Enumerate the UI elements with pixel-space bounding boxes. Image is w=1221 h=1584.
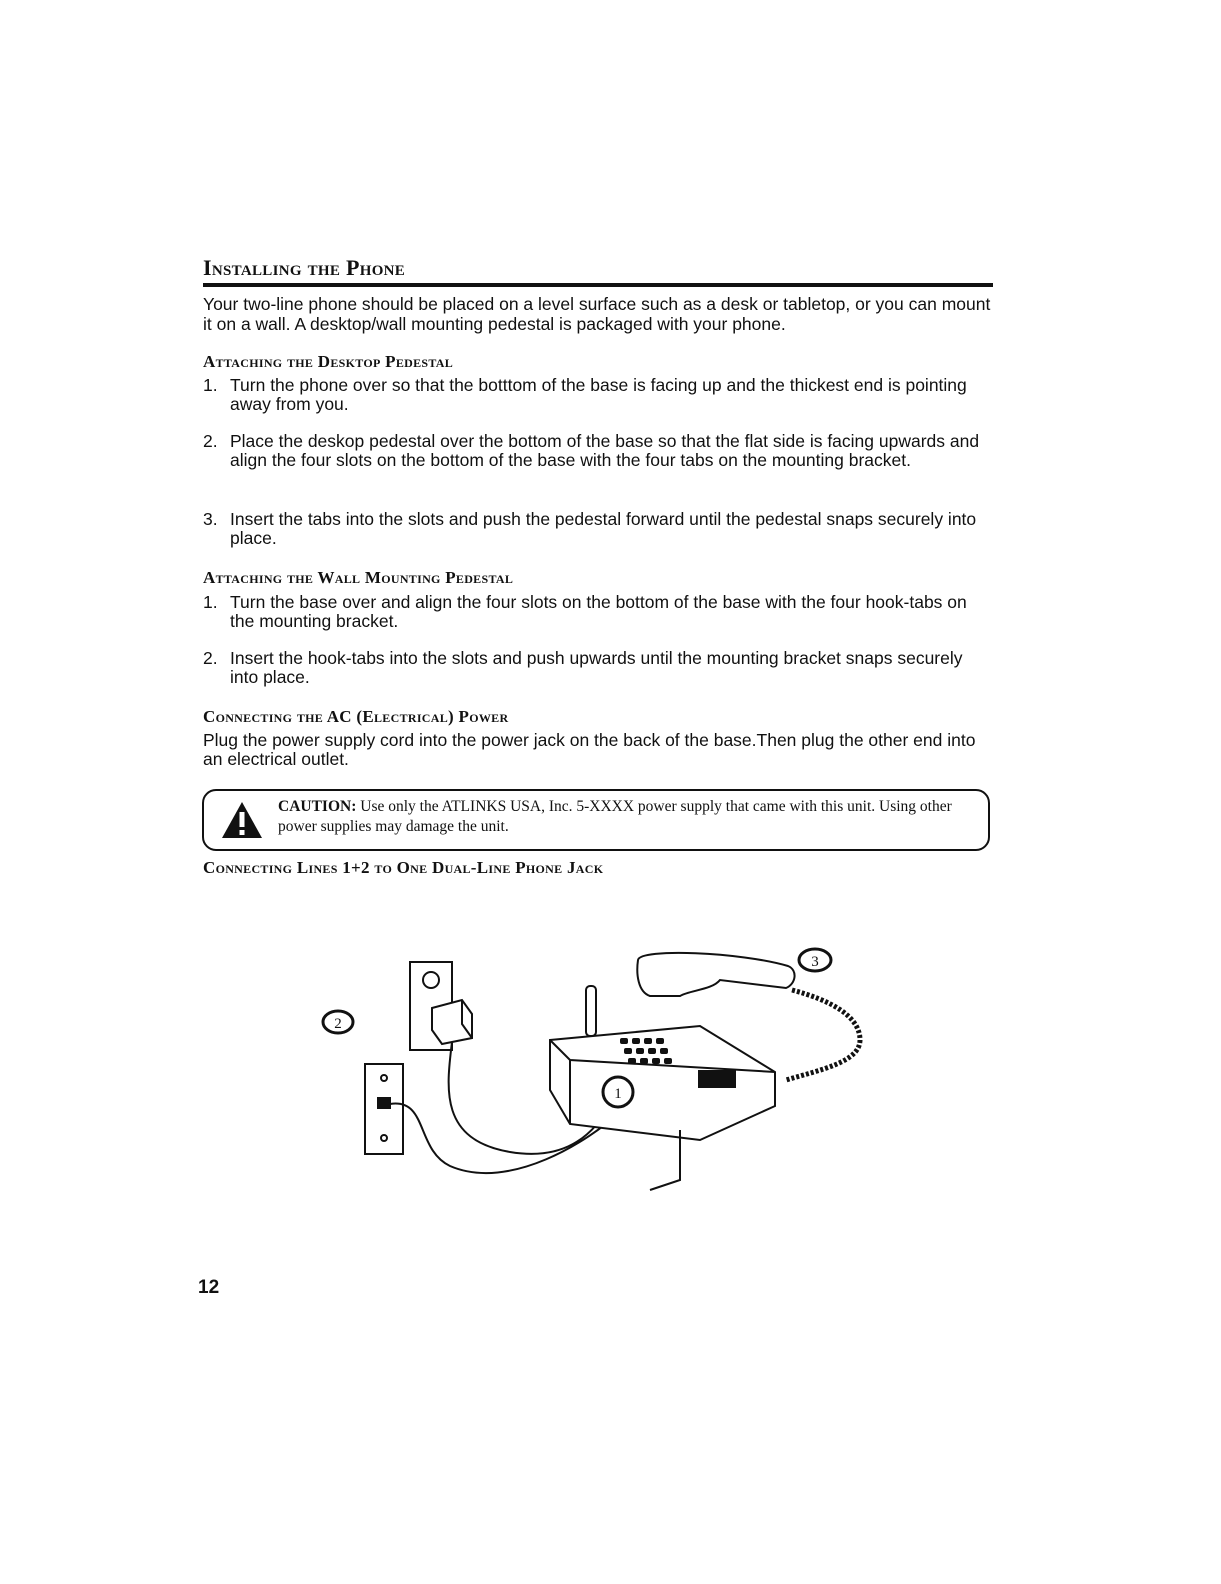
installation-illustration [320,930,880,1200]
power-adapter [432,1000,472,1044]
step-text: Insert the hook-tabs into the slots and push upwards until the mounting bracket snaps securely into place. [230,648,963,687]
step-number: 2. [203,431,218,451]
step-number: 1. [203,375,218,395]
step-text: Insert the tabs into the slots and push the pedestal forward until the pedestal snaps securely into place. [230,509,977,548]
intro-paragraph: Your two-line phone should be placed on a level surface such as a desk or tabletop, or you can mount it on a wall. A desktop/wall mounting pedestal is packaged with your phone. [203,294,991,334]
outlet-socket-top [423,972,439,988]
ac-power-heading: Connecting the AC (Electrical) Power [203,707,509,726]
caution-box [202,789,990,851]
caution-text [278,797,978,837]
page-title: Installing the Phone [203,255,993,287]
page-number: 12 [198,1277,220,1298]
callout-3 [799,949,831,971]
callout-2 [323,1011,353,1033]
wall-step-1 [203,593,993,631]
caution-label: CAUTION: [278,798,357,815]
wall-step-2 [203,649,993,687]
callout-3-label: 3 [811,954,819,970]
desktop-step-3 [203,510,993,548]
desktop-pedestal-heading: Attaching the Desktop Pedestal [203,352,454,371]
coiled-handset-cord [786,990,860,1080]
step-number: 3. [203,509,218,529]
step-number: 2. [203,648,218,668]
callout-1-label: 1 [614,1086,622,1102]
step-number: 1. [203,592,218,612]
dual-line-heading: Connecting Lines 1+2 to One Dual-Line Phone Jack [203,858,604,877]
desktop-step-1 [203,376,993,414]
callout-1 [603,1077,633,1107]
warning-icon [220,800,264,840]
step-text: Turn the phone over so that the botttom of the base is facing up and the thickest end is pointing away from you. [230,375,967,414]
antenna [586,986,596,1036]
callout-2-label: 2 [334,1016,342,1032]
caution-message: Use only the ATLINKS USA, Inc. 5-XXXX power supply that came with this unit. Using other power supplies may damage the unit. [278,798,952,835]
step-text: Place the deskop pedestal over the bottom of the base so that the flat side is facing upwards and align the four slots on the bottom of the base with the four tabs on the mounting bracket. [230,431,980,470]
step-text: Turn the base over and align the four slots on the bottom of the base with the four hook-tabs on the mounting bracket. [230,592,967,631]
wall-pedestal-heading: Attaching the Wall Mounting Pedestal [203,568,514,587]
handset [637,953,794,996]
ac-power-paragraph: Plug the power supply cord into the power jack on the back of the base.Then plug the other end into an electrical outlet. [203,730,976,769]
desktop-step-2 [203,432,993,470]
